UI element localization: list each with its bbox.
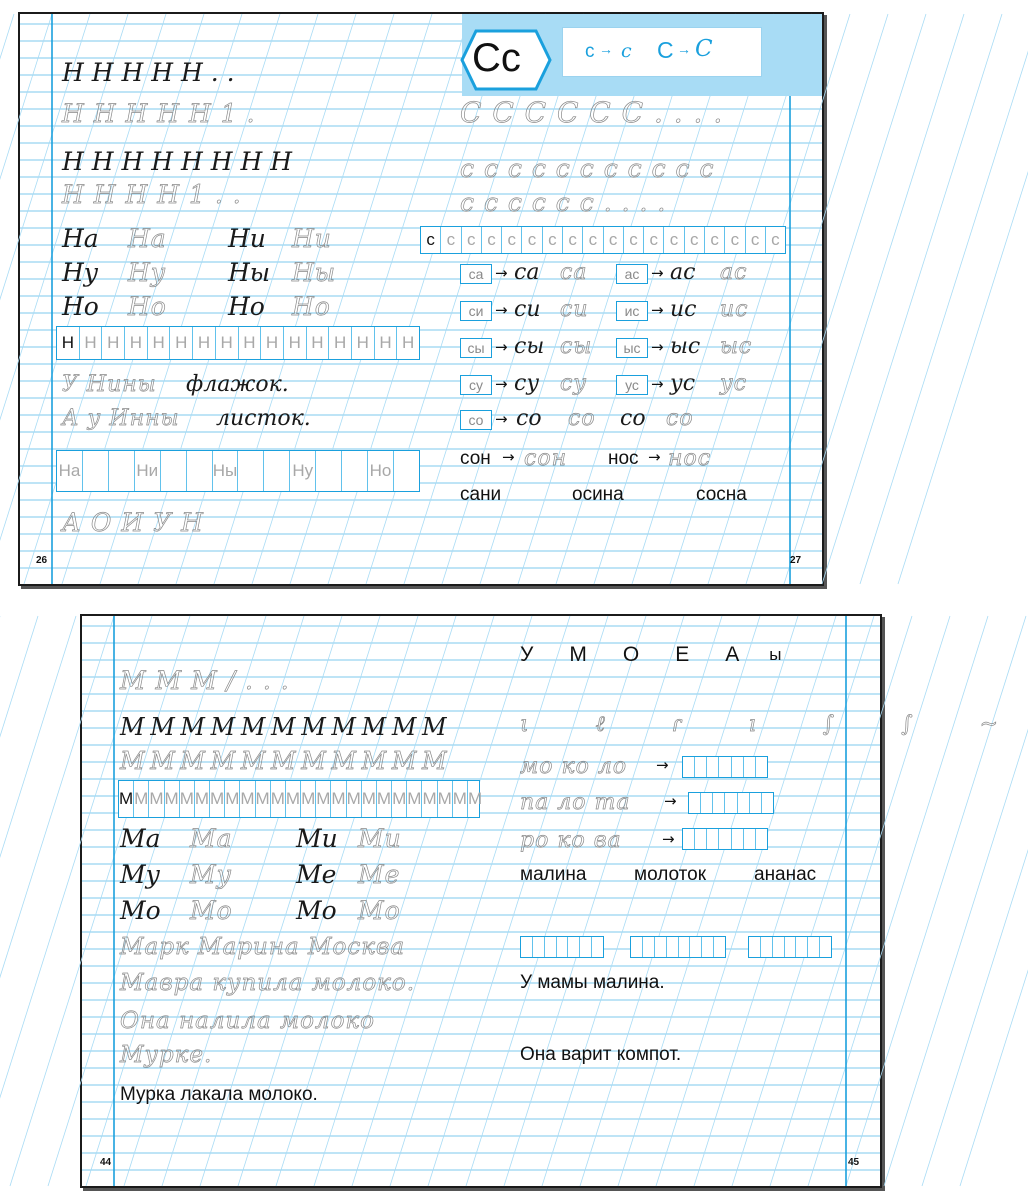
sentence-trace: Марк Марина Москва (120, 934, 406, 960)
syllable-sample: Но (228, 292, 265, 321)
grid-cell (701, 793, 713, 813)
grid-cell: с (421, 227, 441, 253)
answer-box[interactable] (688, 792, 774, 814)
grid-cell: М (438, 781, 453, 817)
syllable-trace: ис (720, 297, 749, 322)
grid-cell: М (377, 781, 392, 817)
grid-cell (316, 451, 342, 491)
arrow: → (502, 448, 515, 466)
grid-cell (744, 829, 756, 849)
sample-lower-cursive: с (621, 40, 632, 62)
workbook-spread-top (18, 12, 824, 586)
grid-cell: с (522, 227, 542, 253)
grid-cell: Ни (135, 451, 161, 491)
grid-cell: М (210, 781, 225, 817)
grid-cell: М (316, 781, 331, 817)
syllable-grid (56, 450, 420, 492)
letter-row (520, 644, 781, 666)
syllable-trace: На (128, 224, 167, 253)
printed-word: малина (520, 864, 587, 885)
syllable-sample: Мо (120, 896, 161, 925)
grid-cell: Н (80, 327, 103, 359)
grid-cell: Н (284, 327, 307, 359)
word-trace: сон (524, 446, 568, 471)
syllable-sample: Ма (120, 824, 161, 853)
grid-cell (702, 937, 714, 957)
grid-cell: Н (329, 327, 352, 359)
grid-cell (394, 451, 419, 491)
grid-cell (683, 829, 695, 849)
syllable-sample: Ни (228, 224, 266, 253)
sample-upper-cursive: С (695, 36, 713, 62)
syllable-sample: су (514, 371, 540, 396)
grid-cell: Н (148, 327, 171, 359)
copy-line: Н Н Н Н Н Н Н Н (62, 147, 293, 176)
sample-arrow: → (677, 41, 691, 57)
syllable-trace: па ло та (520, 790, 631, 815)
syllable-sample: ас (670, 260, 696, 285)
grid-cell: М (362, 781, 377, 817)
grid-cell: М (119, 781, 134, 817)
grid-cell (679, 937, 691, 957)
syllable-sample: Но (62, 292, 99, 321)
syllable-box: си (460, 301, 492, 321)
syllable-box: ус (616, 375, 648, 395)
grid-cell: М (422, 781, 437, 817)
grid-cell: М (392, 781, 407, 817)
copy-line-trace: М М М М М М М М М М М (120, 747, 446, 775)
grid-cell (749, 937, 761, 957)
grid-cell (773, 937, 785, 957)
grid-cell (643, 937, 655, 957)
grid-cell: М (134, 781, 149, 817)
grid-cell (342, 451, 368, 491)
grid-cell: М (165, 781, 180, 817)
sample-lower-print: с (585, 41, 595, 62)
grid-cell (796, 937, 808, 957)
grid-cell (533, 937, 545, 957)
grid-cell: с (624, 227, 644, 253)
grid-cell (785, 937, 797, 957)
arrow: → (495, 338, 508, 356)
syllable-trace: ас (720, 260, 748, 285)
grid-cell: М (453, 781, 468, 817)
syllable-trace: са (560, 260, 588, 285)
grid-cell (592, 937, 603, 957)
copy-line-trace: Н Н Н Н 1 . . (62, 180, 242, 209)
printed-word: молоток (634, 864, 707, 885)
grid-cell: Н (102, 327, 125, 359)
grid-cell (161, 451, 187, 491)
grid-cell: с (543, 227, 563, 253)
sentence-trace: У Нины (62, 372, 157, 397)
page-number: 44 (100, 1157, 112, 1168)
syllable-sample: Му (120, 860, 161, 889)
syllable-trace: Но (292, 292, 331, 321)
printed-word: сани (460, 484, 502, 505)
grid-cell (719, 829, 731, 849)
grid-cell: М (467, 789, 483, 808)
sentence-trace: Мавра купила молоко. (120, 970, 416, 996)
header-letter: Сс (472, 36, 521, 80)
letter: М (569, 643, 587, 666)
grid-cell: Н (375, 327, 398, 359)
grid-cell (820, 937, 831, 957)
grid-cell: М (347, 781, 362, 817)
grid-cell (83, 451, 109, 491)
syllable-box: ыс (616, 338, 648, 358)
grid-cell: М (225, 781, 240, 817)
alphabet-trace: А О И У Н (62, 508, 204, 537)
copy-line-trace: с с с с с с . . . . (460, 188, 667, 217)
workbook-spread-bottom (80, 614, 1028, 1188)
grid-cell: Н (125, 327, 148, 359)
syllable-sample: ыс (670, 334, 701, 359)
letter-grid-m (118, 780, 483, 818)
grid-cell: Н (216, 327, 239, 359)
copy-line: М М М М М М М М М М М (120, 713, 446, 741)
grid-cell (631, 937, 643, 957)
grid-cell (756, 829, 767, 849)
syllable-sample: Ме (296, 860, 337, 889)
answer-box[interactable] (748, 936, 832, 958)
grid-cell (719, 757, 731, 777)
syllable-box: ис (616, 301, 648, 321)
letter: Е (675, 643, 690, 666)
syllable-trace: ус (720, 371, 748, 396)
grid-cell (750, 793, 762, 813)
grid-cell (738, 793, 750, 813)
grid-cell: с (462, 227, 482, 253)
arrow: → (651, 264, 664, 282)
grid-cell: с (502, 227, 522, 253)
grid-cell (187, 451, 213, 491)
grid-cell: М (149, 781, 164, 817)
arrow: → (651, 301, 664, 319)
sentence-trace: Она налила молоко (120, 1008, 376, 1034)
grid-cell: М (195, 781, 210, 817)
grid-cell (690, 937, 702, 957)
copy-line: Н Н Н Н Н . . (62, 58, 235, 87)
sentence-trace: Мурке. (120, 1042, 213, 1068)
grid-cell: М (240, 781, 255, 817)
grid-cell (707, 829, 719, 849)
syllable-sample: со (516, 406, 542, 431)
grid-cell: с (664, 227, 684, 253)
syllable-sample: Ну (62, 258, 99, 287)
grid-cell (521, 937, 533, 957)
syllable-trace: ро ко ва (520, 828, 622, 853)
syllable-trace: Мо (358, 896, 401, 925)
page-number: 27 (790, 555, 802, 566)
syllable-sample: со (620, 406, 646, 431)
grid-cell: Н (170, 327, 193, 359)
grid-cell: Ну (290, 451, 316, 491)
letter: А (725, 643, 740, 666)
syllable-box: ас (616, 264, 648, 284)
letter: ы (769, 645, 782, 664)
syllable-sample: Ны (228, 258, 271, 287)
arrow: → (664, 792, 677, 810)
grid-cell: с (441, 227, 461, 253)
syllable-trace: Ни (292, 224, 332, 253)
syllable-sample: са (514, 260, 540, 285)
grid-cell: Н (307, 327, 330, 359)
grid-cell: Н (402, 333, 415, 352)
letter: О (622, 643, 640, 666)
syllable-trace: Ми (358, 824, 402, 853)
grid-cell: с (482, 227, 502, 253)
syllable-trace: Ны (292, 258, 337, 287)
grid-cell: М (271, 781, 286, 817)
syllable-trace: Му (190, 860, 233, 889)
syllable-trace: ыс (720, 334, 753, 359)
grid-cell: с (583, 227, 603, 253)
copy-line-trace: С С С С С С . . . . (460, 96, 724, 129)
grid-cell: с (705, 227, 725, 253)
grid-cell (725, 793, 737, 813)
grid-cell (545, 937, 557, 957)
syllable-sample: ус (670, 371, 696, 396)
grid-cell: М (407, 781, 422, 817)
grid-cell (689, 793, 701, 813)
sentence-word: флажок. (186, 372, 289, 397)
syllable-sample: Ми (296, 824, 338, 853)
grid-cell (109, 451, 135, 491)
syllable-trace: Мо (190, 896, 233, 925)
syllable-trace: со (666, 406, 694, 431)
page-number: 26 (36, 555, 48, 566)
grid-cell (238, 451, 264, 491)
copy-line-trace: Н Н Н Н Н 1 . (62, 99, 256, 128)
syllable-sample: сы (514, 334, 545, 359)
grid-cell: М (331, 781, 346, 817)
arrow: → (495, 264, 508, 282)
grid-cell (732, 829, 744, 849)
sample-arrow: → (599, 41, 613, 57)
grid-cell (744, 757, 756, 777)
grid-cell: Н (193, 327, 216, 359)
arrow: → (656, 756, 669, 774)
syllable-trace: Ну (128, 258, 167, 287)
grid-cell: с (563, 227, 583, 253)
syllable-box: сы (460, 338, 492, 358)
syllable-trace: Ма (190, 824, 233, 853)
grid-cell: с (685, 227, 705, 253)
syllable-trace: сы (560, 334, 593, 359)
letter-sample-box (562, 27, 762, 77)
syllable-trace: си (560, 297, 589, 322)
grid-cell (714, 937, 725, 957)
syllable-sample: ис (670, 297, 697, 322)
grid-cell (695, 829, 707, 849)
answer-box[interactable] (682, 828, 768, 850)
letter: У (520, 643, 534, 666)
word-print: нос (608, 448, 639, 469)
arrow: → (651, 375, 664, 393)
grid-cell: М (301, 781, 316, 817)
grid-cell: с (604, 227, 624, 253)
grid-cell: Ны (213, 451, 239, 491)
sentence-word: листок. (216, 406, 311, 431)
printed-word: ананас (754, 864, 817, 885)
letter-grid-c (420, 226, 786, 254)
word-trace: нос (668, 446, 712, 471)
syllable-sample: си (514, 297, 541, 322)
grid-cell (756, 757, 767, 777)
grid-cell: с (771, 230, 780, 249)
syllable-box: су (460, 375, 492, 395)
grid-cell (808, 937, 820, 957)
grid-cell: с (644, 227, 664, 253)
grid-cell: На (57, 451, 83, 491)
printed-sentence: Она варит компот. (520, 1044, 682, 1065)
printed-word: сосна (696, 484, 747, 505)
arrow: → (651, 338, 664, 356)
syllable-sample: На (62, 224, 99, 253)
grid-cell: Н (352, 327, 375, 359)
grid-cell (655, 937, 667, 957)
syllable-trace: Но (128, 292, 167, 321)
grid-cell: Н (261, 327, 284, 359)
sample-upper-print: С (657, 37, 674, 63)
grid-cell (713, 793, 725, 813)
grid-cell (568, 937, 580, 957)
grid-cell: М (180, 781, 195, 817)
arrow: → (662, 830, 675, 848)
printed-word: осина (572, 484, 624, 505)
syllable-trace: со (568, 406, 596, 431)
grid-cell: с (746, 227, 766, 253)
printed-sentence: Мурка лакала молоко. (120, 1084, 318, 1105)
grid-cell: с (725, 227, 745, 253)
printed-sentence: У мамы малина. (520, 972, 665, 993)
grid-cell (683, 757, 695, 777)
answer-box[interactable] (520, 936, 604, 958)
letter-grid-n (56, 326, 420, 360)
grid-cell: Н (239, 327, 262, 359)
arrow: → (495, 375, 508, 393)
grid-cell (707, 757, 719, 777)
grid-cell: М (286, 781, 301, 817)
syllable-sample: Мо (296, 896, 337, 925)
element-strokes: ι ℓ ɾ ı ∫ ∫ ~ (520, 712, 1028, 737)
arrow: → (495, 410, 508, 428)
syllable-trace: мо ко ло (520, 754, 628, 779)
syllable-box: са (460, 264, 492, 284)
grid-cell (732, 757, 744, 777)
grid-cell: Но (368, 451, 394, 491)
grid-cell (762, 793, 773, 813)
page-number: 45 (848, 1157, 860, 1168)
syllable-box: со (460, 410, 492, 430)
word-print: сон (460, 448, 491, 469)
sentence-trace: А у Инны (62, 406, 180, 431)
arrow: → (495, 301, 508, 319)
syllable-trace: су (560, 371, 588, 396)
grid-cell (761, 937, 773, 957)
grid-cell (695, 757, 707, 777)
syllable-trace: Ме (358, 860, 401, 889)
copy-line-trace: М М М / . . . (120, 666, 290, 695)
grid-cell: Н (57, 327, 80, 359)
grid-cell (264, 451, 290, 491)
grid-cell (557, 937, 569, 957)
arrow: → (648, 448, 661, 466)
answer-box[interactable] (682, 756, 768, 778)
copy-line-trace: с с с с с с с с с с с (460, 154, 715, 183)
grid-cell (580, 937, 592, 957)
grid-cell (667, 937, 679, 957)
answer-box[interactable] (630, 936, 726, 958)
grid-cell: М (256, 781, 271, 817)
